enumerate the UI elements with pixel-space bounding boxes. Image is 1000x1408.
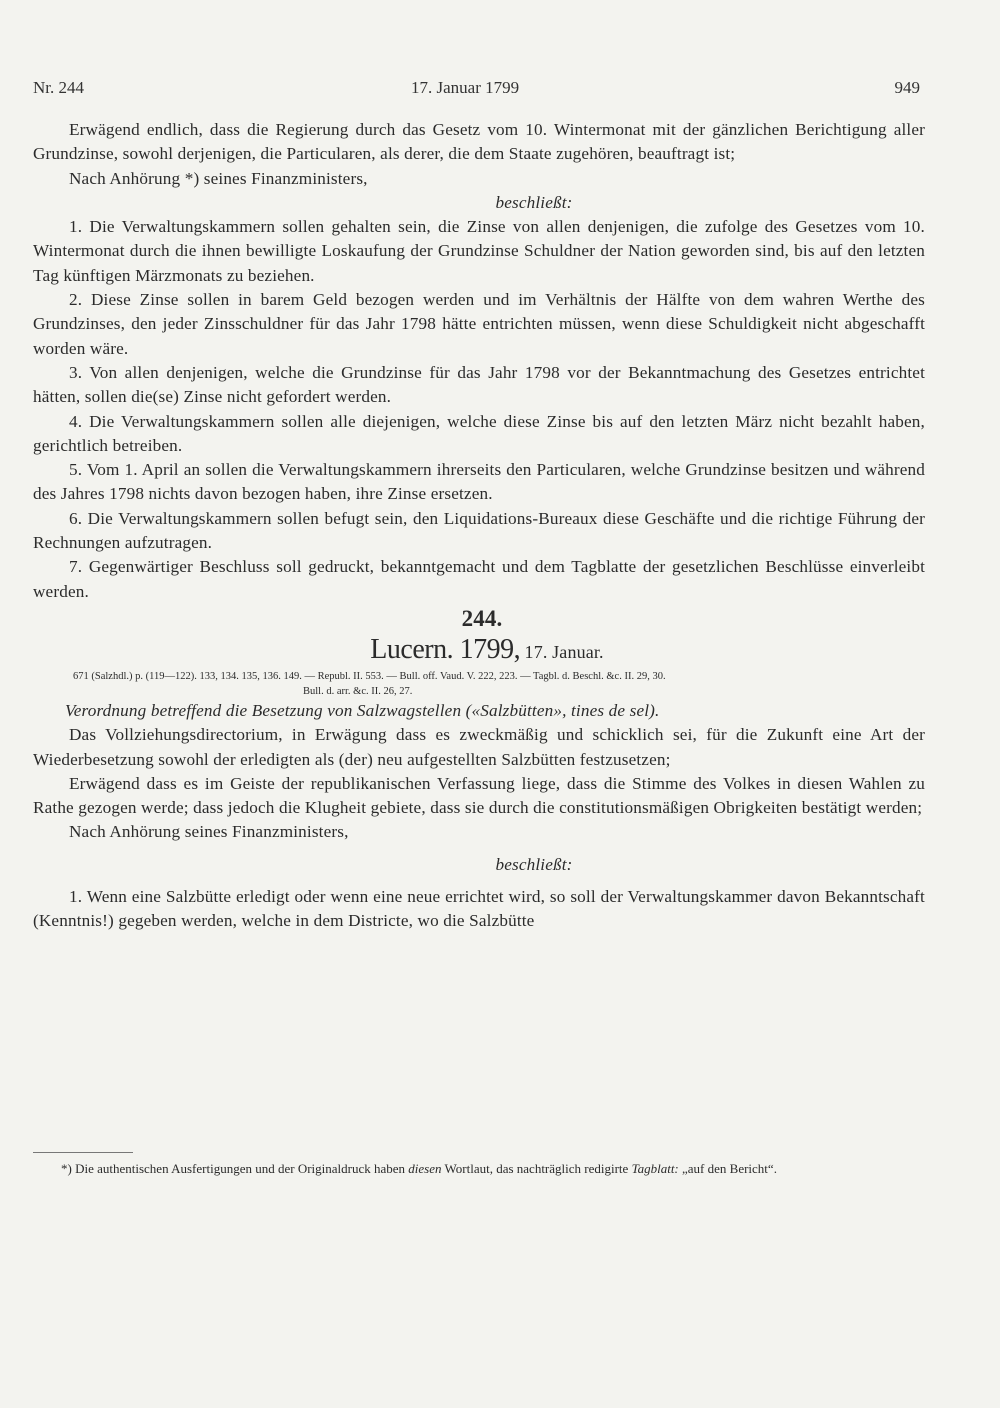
- article-1: 1. Die Verwaltungskammern sollen gehalten sein, die Zinse von allen denjenigen, die zufolge des Gesetzes vom 10. Wintermonat durch die ihnen bewilligte Loskaufung der Grundzinse Schuldner der Nation geworden sind, bis auf den letzten Tag künftigen Märzmonats zu beziehen.: [33, 217, 925, 285]
- footnote-text-1: *) Die authentischen Ausfertigungen und der Originaldruck haben: [61, 1161, 406, 1176]
- article-5: 5. Vom 1. April an sollen die Verwaltungskammern ihrerseits den Particularen, welche Grundzinse besitzen und während des Jahres 1798 nichts davon bezogen haben, ihre Zinse ersetzen.: [33, 460, 925, 504]
- article-4: 4. Die Verwaltungskammern sollen alle diejenigen, welche diese Zinse bis auf den letzten März nicht bezahlt haben, gerichtlich betreiben.: [33, 411, 925, 455]
- page-header: [33, 78, 920, 102]
- page-date: 17. Januar 1799: [411, 78, 520, 97]
- article-6: 6. Die Verwaltungskammern sollen befugt sein, den Liquidations-Bureaux diese Geschäfte und die richtige Führung der Rechnungen aufzutragen.: [33, 508, 925, 553]
- footnote-rule: [33, 1152, 133, 1153]
- footnote: [33, 1160, 925, 1178]
- references-line-1: 671 (Salzhdl.) p. (119—122). 133, 134. 135, 136. 149. — Republ. II. 553. — Bull. off. Vaud. V. 222, 223. — Tagbl. d. Beschl. &c. II. 29, 30.: [73, 670, 666, 682]
- footnote-text-3: „auf den Bericht“.: [682, 1161, 777, 1176]
- spacer: [33, 877, 925, 885]
- references-line-2: Bull. d. arr. &c. II. 26, 27.: [303, 685, 413, 697]
- section-number: 244.: [461, 605, 503, 631]
- page-number: 949: [894, 78, 920, 97]
- document-body: [33, 118, 925, 934]
- ordinance-paragraph-1: Das Vollziehungsdirectorium, in Erwägung dass es zweckmäßig und schicklich sei, für die Zukunft eine Art der Wiederbesetzung sowohl der erledigten als (der) neu aufgestellten Salzbütten festzusetzen;: [33, 725, 925, 769]
- decision-heading: beschließt:: [495, 192, 573, 212]
- spacer: [33, 845, 925, 853]
- article-3: 3. Von allen denjenigen, welche die Grundzinse für das Jahr 1798 vor der Bekanntmachung des Gesetzes entrichtet hätten, sollen die(se) Zinse nicht gefordert werden.: [33, 362, 925, 407]
- section-place-date: [33, 634, 925, 669]
- footnote-emphasis-2: Tagblatt:: [631, 1161, 679, 1176]
- ordinance-decision: beschließt:: [495, 854, 573, 874]
- article-2: 2. Diese Zinse sollen in barem Geld bezogen werden und im Verhältnis der Hälfte von dem wahren Werthe des Grundzinses, den jeder Zinsschuldner für das Jahr 1798 hätte entrichten müssen, wenn diese Schuldigkeit nicht abgeschafft worden wäre.: [33, 290, 925, 358]
- intro-hearing: Nach Anhörung *) seines Finanzministers,: [69, 168, 368, 188]
- ordinance-title: Verordnung betreffend die Besetzung von Salzwagstellen («Salzbütten», tines de sel).: [65, 700, 660, 720]
- ordinance-paragraph-2: Erwägend dass es im Geiste der republikanischen Verfassung liege, dass die Stimme des Volkes in diesen Wahlen zu Rathe gezogen werde; dass jedoch die Klugheit gebiete, dass sie durch die constitutionsmäßigen Obrigkeiten bestätigt werden;: [33, 773, 925, 818]
- ordinance-paragraph-3: Nach Anhörung seines Finanzministers,: [69, 822, 349, 842]
- article-7: 7. Gegenwärtiger Beschluss soll gedruckt, bekanntgemacht und dem Tagblatte der gesetzlichen Beschlüsse einverleibt werden.: [33, 557, 925, 601]
- page-reference: Nr. 244: [33, 78, 84, 97]
- section-city: Lucern. 1799,: [370, 633, 521, 665]
- section-date: 17. Januar.: [524, 641, 604, 662]
- section-references: [33, 669, 925, 699]
- ordinance-article-1: 1. Wenn eine Salzbütte erledigt oder wenn eine neue errichtet wird, so soll der Verwaltungskammer davon Bekanntschaft (Kenntnis!) gegeben werden, welche in dem Districte, wo die Salzbütte: [33, 887, 925, 931]
- intro-paragraph: Erwägend endlich, dass die Regierung durch das Gesetz vom 10. Wintermonat mit der gänzlichen Berichtigung aller Grundzinse, sowohl derjenigen, die Particularen, als derer, die dem Staate zugehören, beauftragt ist;: [33, 120, 925, 164]
- footnote-text-2: Wortlaut, das nachträglich redigirte: [444, 1161, 629, 1176]
- footnote-emphasis: diesen: [408, 1161, 442, 1176]
